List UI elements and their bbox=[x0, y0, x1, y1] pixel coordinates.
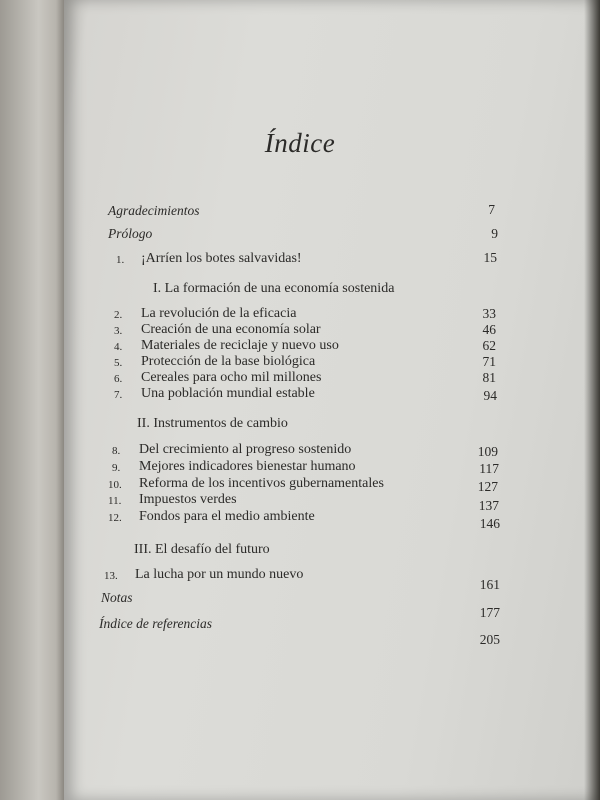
chapter-title: La lucha por un mundo nuevo bbox=[135, 567, 304, 582]
toc-entry-label: Notas bbox=[101, 590, 133, 605]
chapter-title: Creación de una economía solar bbox=[141, 322, 321, 337]
chapter-number: 6. bbox=[114, 373, 123, 385]
chapter-title: Protección de la base biológica bbox=[141, 354, 316, 369]
section-heading: III. El desafío del futuro bbox=[134, 542, 270, 557]
chapter-title: Cereales para ocho mil millones bbox=[141, 370, 322, 385]
chapter-page: 109 bbox=[477, 444, 498, 459]
chapter-title: Impuestos verdes bbox=[139, 492, 237, 507]
toc-entry-page: 7 bbox=[488, 202, 495, 217]
chapter-title: Del crecimiento al progreso sostenido bbox=[139, 442, 352, 457]
section-heading: II. Instrumentos de cambio bbox=[137, 416, 288, 431]
chapter-page: 81 bbox=[482, 370, 496, 385]
chapter-title: Una población mundial estable bbox=[141, 386, 315, 401]
chapter-number: 3. bbox=[114, 325, 123, 337]
chapter-page: 15 bbox=[483, 250, 497, 265]
chapter-title: La revolución de la eficacia bbox=[141, 306, 297, 321]
chapter-page: 146 bbox=[479, 516, 500, 531]
toc-entry-label: Agradecimientos bbox=[108, 203, 200, 218]
chapter-page: 161 bbox=[479, 577, 500, 592]
facing-page-edge bbox=[0, 0, 70, 800]
chapter-page: 94 bbox=[483, 388, 497, 403]
section-heading: I. La formación de una economía sostenida bbox=[153, 281, 395, 296]
toc-entry-page: 177 bbox=[479, 605, 500, 620]
chapter-number: 7. bbox=[114, 389, 123, 401]
chapter-number: 9. bbox=[112, 462, 121, 474]
chapter-title: Reforma de los incentivos gubernamentales bbox=[139, 476, 384, 491]
page-shadow bbox=[584, 0, 600, 800]
chapter-page: 137 bbox=[478, 498, 499, 513]
chapter-number: 4. bbox=[114, 341, 123, 353]
chapter-number: 13. bbox=[104, 570, 118, 582]
chapter-title: Mejores indicadores bienestar humano bbox=[139, 459, 356, 474]
chapter-number: 8. bbox=[112, 445, 121, 457]
toc-entry-label: Prólogo bbox=[108, 226, 153, 241]
chapter-number: 2. bbox=[114, 309, 123, 321]
toc-entry-page: 9 bbox=[491, 226, 498, 241]
chapter-page: 127 bbox=[477, 479, 498, 494]
chapter-page: 117 bbox=[479, 461, 499, 476]
chapter-page: 46 bbox=[482, 322, 496, 337]
chapter-page: 33 bbox=[482, 306, 496, 321]
chapter-number: 1. bbox=[116, 254, 125, 266]
chapter-title: ¡Arríen los botes salvavidas! bbox=[141, 251, 302, 266]
chapter-title: Materiales de reciclaje y nuevo uso bbox=[141, 338, 339, 353]
chapter-number: 10. bbox=[108, 479, 122, 491]
toc-entry-label: Índice de referencias bbox=[99, 616, 212, 631]
toc-entry-page: 205 bbox=[479, 632, 500, 647]
chapter-title: Fondos para el medio ambiente bbox=[139, 509, 315, 524]
chapter-page: 71 bbox=[482, 354, 496, 369]
chapter-number: 11. bbox=[108, 495, 122, 507]
chapter-page: 62 bbox=[482, 338, 496, 353]
chapter-number: 5. bbox=[114, 357, 123, 369]
page-title: Índice bbox=[264, 128, 336, 158]
chapter-number: 12. bbox=[108, 512, 122, 524]
